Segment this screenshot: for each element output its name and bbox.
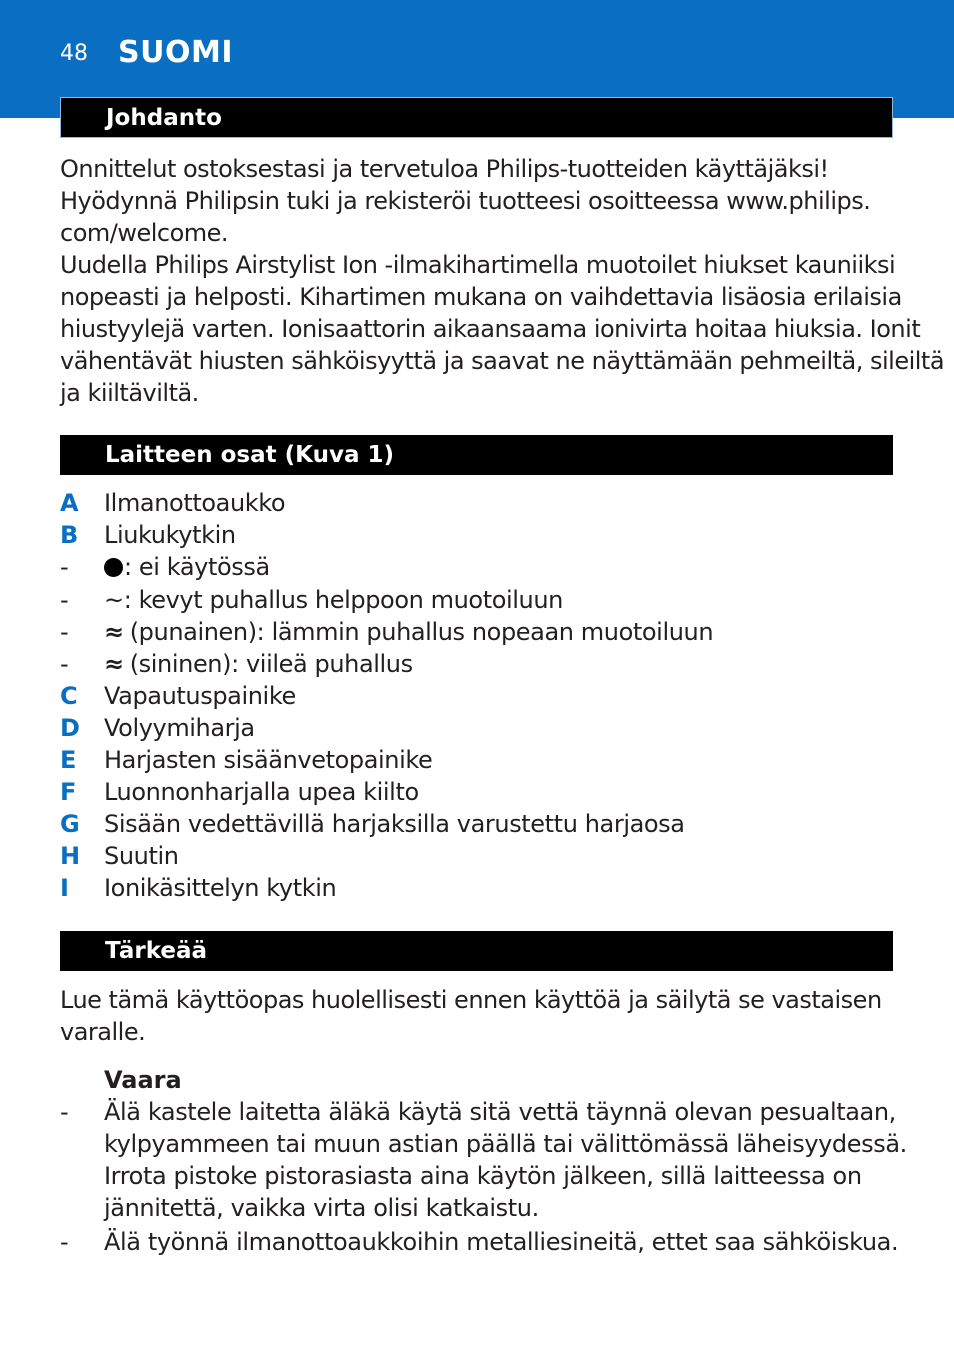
parts-list-item [60,744,432,776]
warning-marker: - [60,1098,69,1126]
parts-list-text: Suutin [104,842,179,870]
parts-list-text: Volyymiharja [104,714,255,742]
language-title: SUOMI [118,35,233,70]
parts-list-marker: G [60,810,80,838]
warning-line: jännitettä, vaikka virta olisi katkaistu. [104,1194,539,1222]
dot-icon [104,558,123,577]
parts-list-item [60,680,296,712]
page-number: 48 [60,41,88,66]
parts-list-text: Harjasten sisäänvetopainike [104,746,433,774]
parts-list-text: Ionikäsittelyn kytkin [104,874,337,902]
parts-list-item [60,872,336,904]
intro-line: com/welcome. [60,219,229,247]
parts-list-marker: - [60,650,69,678]
intro-line: Hyödynnä Philipsin tuki ja rekisteröi tuotteesi osoitteessa www.philips. [60,187,871,215]
important-paragraph [60,984,900,1048]
parts-list-item [60,712,255,744]
warning-line: kylpyammeen tai muun astian päällä tai välittömässä läheisyydessä. [104,1130,907,1158]
important-line: Lue tämä käyttöopas huolellisesti ennen käyttöä ja säilytä se vastaisen [60,986,882,1014]
danger-subheading: Vaara [104,1066,182,1094]
parts-list-item [60,616,713,648]
intro-line: Uudella Philips Airstylist Ion -ilmakihartimella muotoilet hiukset kauniiksi [60,251,896,279]
parts-list-text: Sisään vedettävillä harjaksilla varustettu harjaosa [104,810,685,838]
parts-list-item [60,519,236,551]
intro-line: vähentävät hiusten sähköisyyttä ja saavat ne näyttämään pehmeiltä, sileiltä [60,347,945,375]
parts-list-marker: F [60,778,76,806]
parts-list-item [60,808,685,840]
intro-line: Onnittelut ostoksestasi ja tervetuloa Philips-tuotteiden käyttäjäksi! [60,155,829,183]
parts-list-text: : ei käytössä [124,553,270,581]
intro-line: ja kiiltäviltä. [60,379,199,407]
warm-airflow-icon: ≈ [104,618,124,646]
section-heading-parts: Laitteen osat (Kuva 1) [60,435,893,475]
warning-line: Irrota pistoke pistorasiasta aina käytön jälkeen, sillä laitteessa on [104,1162,862,1190]
parts-list-text: Liukukytkin [104,521,236,549]
parts-list-item [60,648,413,680]
parts-list-item [60,840,179,872]
parts-list-marker: I [60,874,69,902]
warning-marker: - [60,1228,69,1256]
section-heading-important: Tärkeää [60,931,893,971]
parts-list-item [60,487,285,519]
important-line: varalle. [60,1018,146,1046]
parts-list-item [60,776,419,808]
parts-list-item [60,551,270,583]
parts-list-marker: C [60,682,78,710]
parts-list-item [60,584,563,616]
parts-list-marker: - [60,553,69,581]
cool-airflow-icon: ≈ [104,650,124,678]
warning-text [104,1226,898,1258]
parts-list-text: Luonnonharjalla upea kiilto [104,778,419,806]
parts-list-text: (sininen): viileä puhallus [129,650,413,678]
parts-list-text: ~: kevyt puhallus helppoon muotoiluun [104,586,563,614]
parts-list-marker: D [60,714,80,742]
warning-item [60,1096,907,1224]
parts-list-marker: - [60,618,69,646]
warning-item [60,1226,900,1258]
warning-text [104,1096,907,1224]
parts-list-marker: E [60,746,76,774]
parts-list-marker: H [60,842,80,870]
section-heading-intro: Johdanto [60,97,893,138]
intro-line: nopeasti ja helposti. Kihartimen mukana on vaihdettavia lisäosia erilaisia [60,283,902,311]
intro-paragraph [60,153,945,409]
warning-line: Älä työnnä ilmanottoaukkoihin metalliesineitä, ettet saa sähköiskua. [104,1228,899,1256]
parts-list-text: (punainen): lämmin puhallus nopeaan muotoiluun [129,618,714,646]
parts-list-marker: B [60,521,78,549]
parts-list-marker: A [60,489,79,517]
warning-line: Älä kastele laitetta äläkä käytä sitä vettä täynnä olevan pesualtaan, [104,1098,896,1126]
parts-list-marker: - [60,586,69,614]
parts-list-text: Vapautuspainike [104,682,296,710]
intro-line: hiustyylejä varten. Ionisaattorin aikaansaama ionivirta hoitaa hiuksia. Ionit [60,315,921,343]
parts-list-text: Ilmanottoaukko [104,489,286,517]
